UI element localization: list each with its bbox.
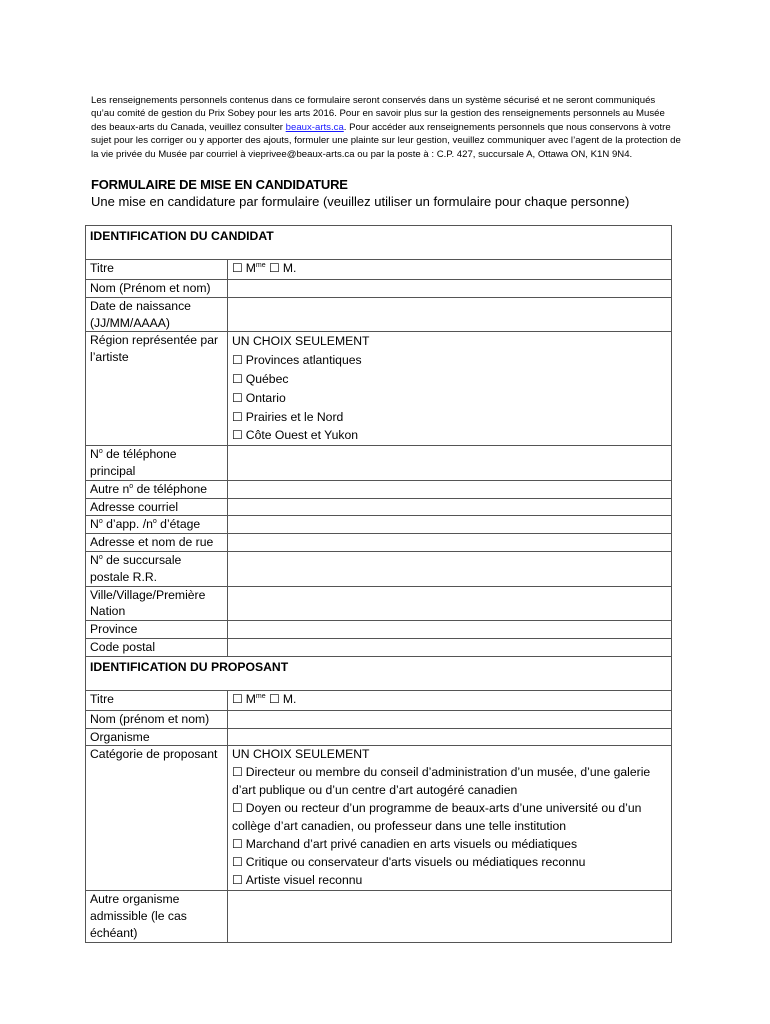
candidate-phone-main-label: $N^o$ de téléphone principal — [86, 446, 228, 481]
checkbox-icon: ☐ — [232, 428, 243, 443]
title-m-option: M. — [282, 691, 297, 706]
candidate-title-label: Titre — [86, 260, 228, 280]
candidate-postal-code-row — [86, 638, 672, 656]
candidate-phone-main-row — [86, 446, 672, 481]
candidate-email-label: Adresse courriel — [86, 498, 228, 516]
region-instruction: UN CHOIX SEULEMENT — [232, 334, 370, 349]
candidate-title-row — [86, 260, 672, 280]
candidate-dob-label: Date de naissance (JJ/MM/AAAA) — [86, 297, 228, 332]
proposer-category-row — [86, 746, 672, 891]
candidate-postal-code-label: Code postal — [86, 638, 228, 656]
category-option[interactable]: ☐ Doyen ou recteur d’un programme de beaux-arts d’une université ou d’un collège d’art canadien, ou professeur dans une telle institution — [232, 801, 642, 833]
candidate-email-row — [86, 498, 672, 516]
candidate-name-label: Nom (Prénom et nom) — [86, 280, 228, 298]
checkbox-icon[interactable]: ☐ — [232, 691, 243, 706]
proposer-title-row — [86, 690, 672, 710]
region-option[interactable]: ☐ Côte Ouest et Yukon — [232, 428, 359, 443]
candidate-region-label: Région représentée par l’artiste — [86, 332, 228, 446]
title-m-option: M. — [282, 261, 297, 275]
privacy-notice — [91, 94, 681, 161]
candidate-province-label: Province — [86, 621, 228, 639]
category-option[interactable]: ☐ Directeur ou membre du conseil d’administration d’un musée, d’une galerie d’art publique ou d’un centre d’art autogéré canadien — [232, 765, 651, 798]
region-option[interactable]: ☐ Ontario — [232, 390, 286, 405]
privacy-text-2: . Pour accéder aux renseignements personnels que nous conservons à votre sujet pour les corriger ou y apporter des ajouts, formuler une plainte sur leur gestion, veuillez communiquer avec l’agent de la protection de la vie privée du Musée par courriel à vieprivee@beaux-arts.ca ou par la poste à : C.P. 427, succursale A, Ottawa ON, K1N 9N4. — [91, 121, 681, 160]
candidate-section-header — [86, 226, 672, 260]
candidate-apt-row — [86, 516, 672, 534]
candidate-heading: IDENTIFICATION DU CANDIDAT — [86, 226, 672, 260]
proposer-heading: IDENTIFICATION DU PROPOSANT — [86, 656, 672, 690]
candidate-title-options — [228, 260, 672, 280]
title-mme-option: $M^{me}$ — [245, 691, 266, 706]
candidate-postal-station-label: $N^o$ de succursale postale R.R. — [86, 551, 228, 586]
candidate-postal-code-field[interactable] — [228, 638, 672, 656]
candidate-dob-field[interactable] — [228, 297, 672, 332]
proposer-name-row — [86, 710, 672, 728]
candidate-phone-main-field[interactable] — [228, 446, 672, 481]
form-title: FORMULAIRE DE MISE EN CANDIDATURE — [91, 177, 348, 192]
form-subtitle: Une mise en candidature par formulaire (veuillez utiliser un formulaire pour chaque personne) — [91, 194, 630, 209]
category-option[interactable]: ☐ Artiste visuel reconnu — [232, 872, 363, 887]
checkbox-icon: ☐ — [232, 872, 243, 887]
region-option[interactable]: ☐ Provinces atlantiques — [232, 353, 362, 368]
proposer-category-options — [228, 746, 672, 891]
candidate-postal-station-field[interactable] — [228, 551, 672, 586]
candidate-dob-row — [86, 297, 672, 332]
candidate-apt-label: $N^o$ d’app. $/n^o$ d’étage — [86, 516, 228, 534]
candidate-phone-other-row — [86, 480, 672, 498]
region-option[interactable]: ☐ Prairies et le Nord — [232, 409, 344, 424]
category-option[interactable]: ☐ Marchand d’art privé canadien en arts visuels ou médiatiques — [232, 836, 578, 851]
checkbox-icon[interactable]: ☐ — [269, 261, 280, 275]
privacy-text-1: Les renseignements personnels contenus dans ce formulaire seront conservés dans un système sécurisé et ne seront communiqués qu’au comité de gestion du Prix Sobey pour les arts 2016. Pour en savoir plus sur la gestion des renseignements personnels au Musée des beaux-arts du Canada, veuillez consulter — [91, 95, 665, 133]
candidate-postal-station-row — [86, 551, 672, 586]
region-option[interactable]: ☐ Québec — [232, 371, 289, 386]
candidate-name-field[interactable] — [228, 280, 672, 298]
candidate-street-label: Adresse et nom de rue — [86, 534, 228, 552]
checkbox-icon: ☐ — [232, 854, 243, 869]
title-mme-option: $M^{me}$ — [245, 261, 266, 275]
checkbox-icon: ☐ — [232, 371, 243, 386]
category-instruction: UN CHOIX SEULEMENT — [232, 747, 370, 762]
proposer-other-org-row — [86, 891, 672, 942]
beaux-arts-link[interactable]: beaux-arts.ca — [285, 121, 344, 133]
candidate-street-row — [86, 534, 672, 552]
candidate-city-row — [86, 586, 672, 621]
candidate-email-field[interactable] — [228, 498, 672, 516]
proposer-name-label: Nom (prénom et nom) — [86, 710, 228, 728]
checkbox-icon[interactable]: ☐ — [232, 261, 243, 275]
proposer-title-label: Titre — [86, 690, 228, 710]
checkbox-icon: ☐ — [232, 801, 243, 816]
candidate-phone-other-field[interactable] — [228, 480, 672, 498]
candidate-city-label: Ville/Village/Première Nation — [86, 586, 228, 621]
proposer-title-options — [228, 690, 672, 710]
proposer-org-field[interactable] — [228, 728, 672, 746]
checkbox-icon: ☐ — [232, 353, 243, 368]
checkbox-icon: ☐ — [232, 836, 243, 851]
proposer-org-label: Organisme — [86, 728, 228, 746]
candidate-apt-field[interactable] — [228, 516, 672, 534]
candidate-province-row — [86, 621, 672, 639]
candidate-city-field[interactable] — [228, 586, 672, 621]
candidate-phone-other-label: Autre $n^o$ de téléphone — [86, 480, 228, 498]
candidate-region-options — [228, 332, 672, 446]
proposer-other-org-label: Autre organisme admissible (le cas échéant) — [86, 891, 228, 942]
proposer-section-header — [86, 656, 672, 690]
checkbox-icon[interactable]: ☐ — [269, 691, 280, 706]
checkbox-icon: ☐ — [232, 765, 243, 780]
proposer-name-field[interactable] — [228, 710, 672, 728]
proposer-other-org-field[interactable] — [228, 891, 672, 942]
candidate-region-row — [86, 332, 672, 446]
checkbox-icon: ☐ — [232, 409, 243, 424]
candidate-province-field[interactable] — [228, 621, 672, 639]
nomination-table — [85, 225, 672, 943]
candidate-name-row — [86, 280, 672, 298]
category-option[interactable]: ☐ Critique ou conservateur d'arts visuels ou médiatiques reconnu — [232, 854, 586, 869]
proposer-category-label: Catégorie de proposant — [86, 746, 228, 891]
candidate-street-field[interactable] — [228, 534, 672, 552]
proposer-org-row — [86, 728, 672, 746]
checkbox-icon: ☐ — [232, 390, 243, 405]
